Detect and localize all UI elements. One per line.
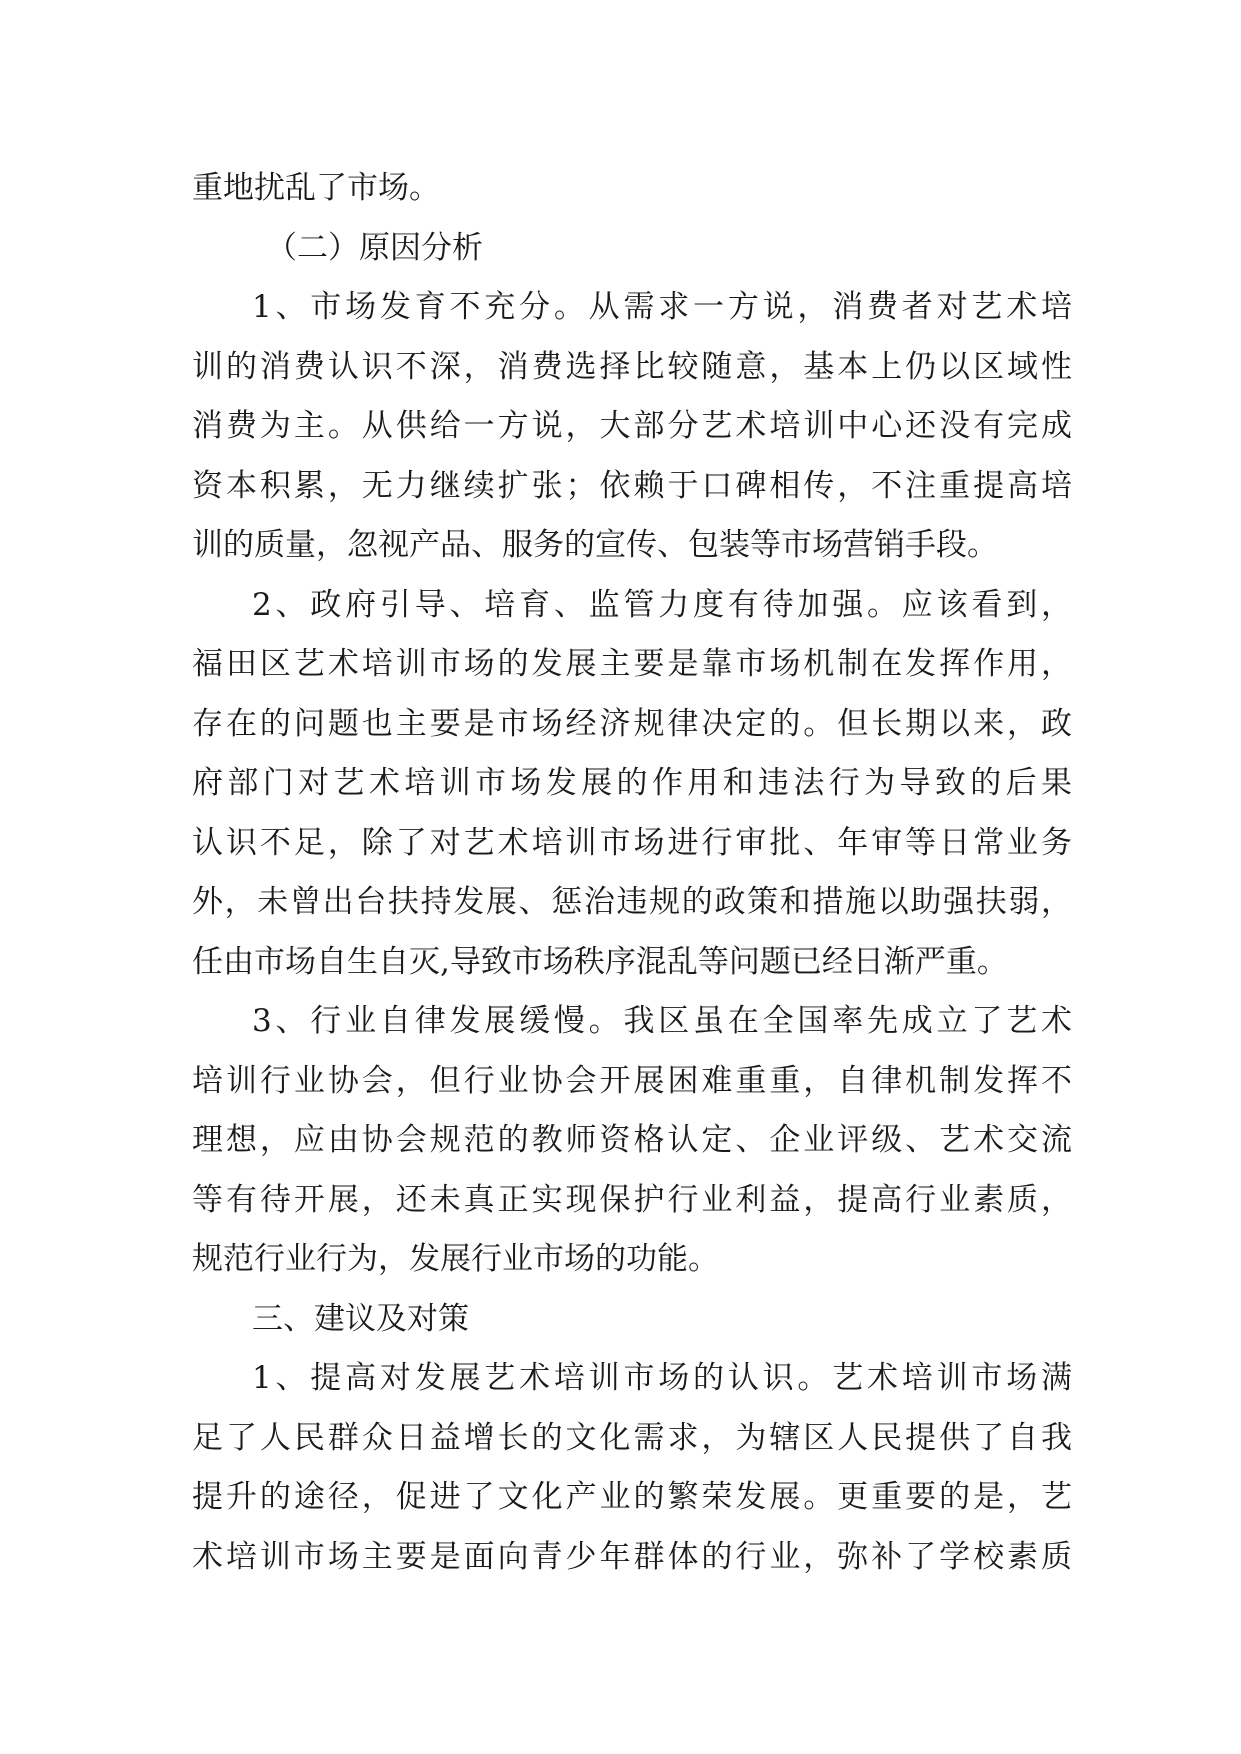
paragraph-line: 理想，应由协会规范的教师资格认定、企业评级、艺术交流 xyxy=(192,1122,1072,1158)
paragraph-line: 规范行业行为，发展行业市场的功能。 xyxy=(192,1241,719,1277)
paragraph-line: 足了人民群众日益增长的文化需求，为辖区人民提供了自我 xyxy=(192,1419,1072,1456)
section-heading: 三、建议及对策 xyxy=(252,1300,469,1337)
document-body xyxy=(192,159,1072,1587)
paragraph-line: 重地扰乱了市场。 xyxy=(192,170,440,206)
paragraph-line: 术培训市场主要是面向青少年群体的行业，弥补了学校素质 xyxy=(192,1538,1072,1575)
paragraph-line: 任由市场自生自灭,导致市场秩序混乱等问题已经日渐严重。 xyxy=(192,943,1008,980)
paragraph-line: 培训行业协会，但行业协会开展困难重重，自律机制发挥不 xyxy=(192,1062,1072,1099)
paragraph-line: 训的质量，忽视产品、服务的宣传、包装等市场营销手段。 xyxy=(192,527,998,563)
section-heading: （二）原因分析 xyxy=(266,229,483,266)
paragraph-line: 等有待开展，还未真正实现保护行业利益，提高行业素质， xyxy=(192,1181,1072,1218)
paragraph-line: 福田区艺术培训市场的发展主要是靠市场机制在发挥作用， xyxy=(192,646,1072,682)
paragraph-line: 提升的途径，促进了文化产业的繁荣发展。更重要的是，艺 xyxy=(192,1479,1072,1515)
paragraph-line: 认识不足，除了对艺术培训市场进行审批、年审等日常业务 xyxy=(192,824,1072,861)
paragraph-line: 存在的问题也主要是市场经济规律决定的。但长期以来，政 xyxy=(192,705,1072,742)
paragraph-line: 资本积累，无力继续扩张；依赖于口碑相传，不注重提高培 xyxy=(192,467,1072,504)
paragraph-line: 外，未曾出台扶持发展、惩治违规的政策和措施以助强扶弱， xyxy=(192,884,1072,920)
paragraph-line: 2、政府引导、培育、监管力度有待加强。应该看到， xyxy=(252,586,1072,623)
paragraph-line: 1、提高对发展艺术培训市场的认识。艺术培训市场满 xyxy=(252,1360,1072,1396)
paragraph-line: 训的消费认识不深，消费选择比较随意，基本上仍以区域性 xyxy=(192,348,1072,385)
paragraph-line: 1、市场发育不充分。从需求一方说，消费者对艺术培 xyxy=(252,289,1072,325)
paragraph-line: 3、行业自律发展缓慢。我区虽在全国率先成立了艺术 xyxy=(252,1003,1072,1039)
paragraph-line: 消费为主。从供给一方说，大部分艺术培训中心还没有完成 xyxy=(192,408,1072,444)
paragraph-line: 府部门对艺术培训市场发展的作用和违法行为导致的后果 xyxy=(192,765,1072,801)
